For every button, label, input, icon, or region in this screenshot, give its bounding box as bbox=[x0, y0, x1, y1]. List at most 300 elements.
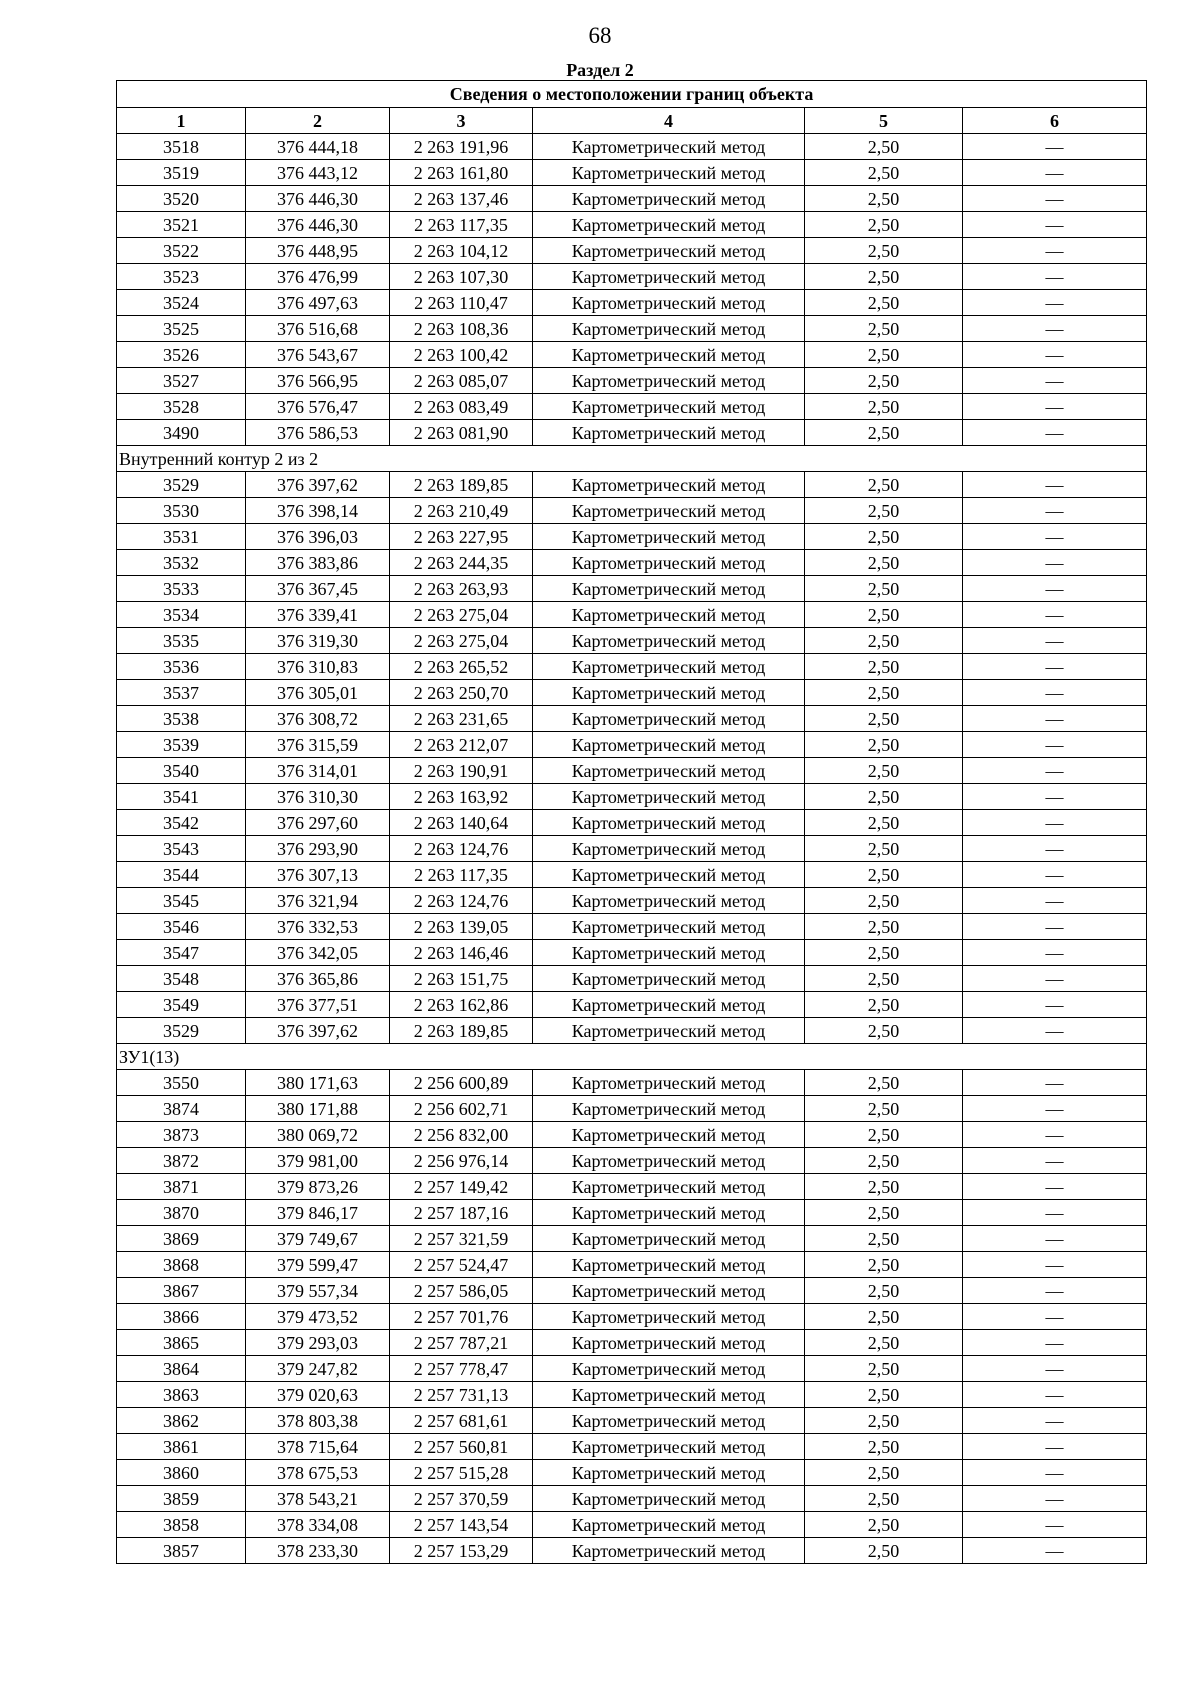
table-cell: 3870 bbox=[117, 1200, 246, 1226]
table-cell: 378 334,08 bbox=[246, 1512, 390, 1538]
table-cell: Картометрический метод bbox=[533, 264, 805, 290]
table-cell: 2 256 976,14 bbox=[390, 1148, 533, 1174]
table-cell: — bbox=[963, 654, 1147, 680]
table-cell: 2,50 bbox=[805, 888, 963, 914]
table-cell: 3869 bbox=[117, 1226, 246, 1252]
table-cell: Картометрический метод bbox=[533, 524, 805, 550]
table-cell: 2 263 081,90 bbox=[390, 420, 533, 446]
table-row bbox=[117, 862, 1147, 888]
table-title: Сведения о местоположении границ объекта bbox=[117, 81, 1147, 108]
table-row bbox=[117, 1304, 1147, 1330]
table-row bbox=[117, 498, 1147, 524]
table-cell: 376 342,05 bbox=[246, 940, 390, 966]
boundary-coordinates-table bbox=[116, 80, 1147, 1564]
table-cell: 2 257 370,59 bbox=[390, 1486, 533, 1512]
table-cell: 376 497,63 bbox=[246, 290, 390, 316]
table-cell: 376 444,18 bbox=[246, 134, 390, 160]
table-cell: Картометрический метод bbox=[533, 238, 805, 264]
table-cell: 3546 bbox=[117, 914, 246, 940]
table-cell: 379 020,63 bbox=[246, 1382, 390, 1408]
table-row bbox=[117, 992, 1147, 1018]
table-cell: 3865 bbox=[117, 1330, 246, 1356]
table-cell: 2 263 110,47 bbox=[390, 290, 533, 316]
table-cell: 376 476,99 bbox=[246, 264, 390, 290]
table-row bbox=[117, 732, 1147, 758]
table-cell: Картометрический метод bbox=[533, 186, 805, 212]
table-cell: 376 377,51 bbox=[246, 992, 390, 1018]
table-cell: Картометрический метод bbox=[533, 862, 805, 888]
table-cell: 2,50 bbox=[805, 368, 963, 394]
table-cell: 2 263 100,42 bbox=[390, 342, 533, 368]
table-row bbox=[117, 524, 1147, 550]
table-cell: 2 263 161,80 bbox=[390, 160, 533, 186]
table-cell: 2 263 275,04 bbox=[390, 602, 533, 628]
table-cell: 2 263 139,05 bbox=[390, 914, 533, 940]
table-cell: Картометрический метод bbox=[533, 1460, 805, 1486]
table-cell: 3537 bbox=[117, 680, 246, 706]
table-cell: Картометрический метод bbox=[533, 1018, 805, 1044]
table-cell: 3864 bbox=[117, 1356, 246, 1382]
table-cell: 3541 bbox=[117, 784, 246, 810]
table-cell: 2,50 bbox=[805, 1278, 963, 1304]
table-cell: 376 297,60 bbox=[246, 810, 390, 836]
table-cell: — bbox=[963, 1122, 1147, 1148]
table-cell: Картометрический метод bbox=[533, 1200, 805, 1226]
table-cell: — bbox=[963, 316, 1147, 342]
table-cell: 376 397,62 bbox=[246, 472, 390, 498]
table-cell: 2,50 bbox=[805, 810, 963, 836]
table-cell: — bbox=[963, 576, 1147, 602]
table-cell: 2 263 108,36 bbox=[390, 316, 533, 342]
table-row bbox=[117, 472, 1147, 498]
table-cell: 3863 bbox=[117, 1382, 246, 1408]
table-cell: 3867 bbox=[117, 1278, 246, 1304]
table-cell: — bbox=[963, 1512, 1147, 1538]
table-cell: 3540 bbox=[117, 758, 246, 784]
table-cell: 3539 bbox=[117, 732, 246, 758]
table-cell: Картометрический метод bbox=[533, 550, 805, 576]
table-header bbox=[117, 81, 1147, 134]
table-cell: 379 846,17 bbox=[246, 1200, 390, 1226]
table-row bbox=[117, 316, 1147, 342]
table-cell: 2 257 143,54 bbox=[390, 1512, 533, 1538]
table-cell: 2,50 bbox=[805, 472, 963, 498]
table-body bbox=[117, 134, 1147, 1564]
table-cell: — bbox=[963, 680, 1147, 706]
table-cell: 2,50 bbox=[805, 602, 963, 628]
table-row bbox=[117, 342, 1147, 368]
table-cell: 2,50 bbox=[805, 550, 963, 576]
table-cell: 3535 bbox=[117, 628, 246, 654]
table-row bbox=[117, 810, 1147, 836]
table-cell: — bbox=[963, 1070, 1147, 1096]
table-cell: Картометрический метод bbox=[533, 1252, 805, 1278]
table-row bbox=[117, 212, 1147, 238]
table-cell: 2,50 bbox=[805, 1382, 963, 1408]
table-cell: 2,50 bbox=[805, 524, 963, 550]
table-cell: — bbox=[963, 1356, 1147, 1382]
table-cell: 3545 bbox=[117, 888, 246, 914]
table-cell: Картометрический метод bbox=[533, 888, 805, 914]
table-cell: 3858 bbox=[117, 1512, 246, 1538]
table-cell: 3529 bbox=[117, 1018, 246, 1044]
table-cell: — bbox=[963, 1382, 1147, 1408]
table-cell: 3857 bbox=[117, 1538, 246, 1564]
table-cell: 3528 bbox=[117, 394, 246, 420]
table-cell: 2 263 190,91 bbox=[390, 758, 533, 784]
table-cell: 3530 bbox=[117, 498, 246, 524]
table-cell: — bbox=[963, 836, 1147, 862]
table-row bbox=[117, 602, 1147, 628]
table-cell: 3543 bbox=[117, 836, 246, 862]
table-row bbox=[117, 758, 1147, 784]
table-row bbox=[117, 576, 1147, 602]
table-cell: 3548 bbox=[117, 966, 246, 992]
table-cell: 2,50 bbox=[805, 1512, 963, 1538]
table-cell: 376 315,59 bbox=[246, 732, 390, 758]
table-cell: Картометрический метод bbox=[533, 1382, 805, 1408]
table-cell: 2,50 bbox=[805, 576, 963, 602]
table-cell: 376 586,53 bbox=[246, 420, 390, 446]
table-cell: 376 314,01 bbox=[246, 758, 390, 784]
table-cell: Картометрический метод bbox=[533, 472, 805, 498]
table-row bbox=[117, 914, 1147, 940]
table-cell: 2,50 bbox=[805, 1356, 963, 1382]
table-cell: 379 293,03 bbox=[246, 1330, 390, 1356]
table-cell: — bbox=[963, 1538, 1147, 1564]
table-cell: — bbox=[963, 628, 1147, 654]
table-cell: 2,50 bbox=[805, 862, 963, 888]
table-cell: — bbox=[963, 1148, 1147, 1174]
table-cell: 376 446,30 bbox=[246, 212, 390, 238]
table-cell: 376 293,90 bbox=[246, 836, 390, 862]
table-row bbox=[117, 1330, 1147, 1356]
table-row bbox=[117, 680, 1147, 706]
table-cell: 376 310,30 bbox=[246, 784, 390, 810]
table-cell: 2,50 bbox=[805, 732, 963, 758]
table-cell: Картометрический метод bbox=[533, 498, 805, 524]
table-cell: 2 263 146,46 bbox=[390, 940, 533, 966]
table-cell: 2 257 560,81 bbox=[390, 1434, 533, 1460]
column-header: 1 bbox=[117, 108, 246, 134]
table-cell: 2,50 bbox=[805, 1200, 963, 1226]
table-cell: — bbox=[963, 914, 1147, 940]
table-cell: 2,50 bbox=[805, 680, 963, 706]
table-cell: 380 171,63 bbox=[246, 1070, 390, 1096]
table-cell: — bbox=[963, 992, 1147, 1018]
table-cell: Картометрический метод bbox=[533, 1174, 805, 1200]
table-cell: 2,50 bbox=[805, 160, 963, 186]
table-cell: 378 715,64 bbox=[246, 1434, 390, 1460]
table-row bbox=[117, 966, 1147, 992]
table-cell: 378 803,38 bbox=[246, 1408, 390, 1434]
table-cell: 2,50 bbox=[805, 966, 963, 992]
table-cell: — bbox=[963, 1408, 1147, 1434]
table-cell: 2,50 bbox=[805, 238, 963, 264]
table-row bbox=[117, 628, 1147, 654]
table-cell: — bbox=[963, 732, 1147, 758]
table-cell: 2,50 bbox=[805, 1148, 963, 1174]
table-cell: 2 263 151,75 bbox=[390, 966, 533, 992]
table-cell: 2,50 bbox=[805, 290, 963, 316]
table-row bbox=[117, 1538, 1147, 1564]
table-row bbox=[117, 1096, 1147, 1122]
table-cell: — bbox=[963, 238, 1147, 264]
table-cell: 376 543,67 bbox=[246, 342, 390, 368]
table-row bbox=[117, 1512, 1147, 1538]
table-cell: — bbox=[963, 1200, 1147, 1226]
table-row bbox=[117, 1382, 1147, 1408]
group-label: ЗУ1(13) bbox=[117, 1044, 1147, 1070]
table-cell: Картометрический метод bbox=[533, 1538, 805, 1564]
table-cell: Картометрический метод bbox=[533, 1486, 805, 1512]
table-cell: 2 257 153,29 bbox=[390, 1538, 533, 1564]
table-row bbox=[117, 160, 1147, 186]
table-row bbox=[117, 1070, 1147, 1096]
table-cell: 376 448,95 bbox=[246, 238, 390, 264]
table-cell: — bbox=[963, 498, 1147, 524]
table-cell: 2,50 bbox=[805, 212, 963, 238]
table-cell: 3536 bbox=[117, 654, 246, 680]
table-cell: — bbox=[963, 550, 1147, 576]
table-cell: 379 473,52 bbox=[246, 1304, 390, 1330]
table-cell: 2,50 bbox=[805, 186, 963, 212]
table-cell: — bbox=[963, 186, 1147, 212]
table-cell: 2 263 263,93 bbox=[390, 576, 533, 602]
table-cell: 2 263 189,85 bbox=[390, 472, 533, 498]
table-cell: 3523 bbox=[117, 264, 246, 290]
table-cell: Картометрический метод bbox=[533, 966, 805, 992]
table-cell: 2 263 210,49 bbox=[390, 498, 533, 524]
table-cell: — bbox=[963, 940, 1147, 966]
table-cell: 379 557,34 bbox=[246, 1278, 390, 1304]
table-cell: — bbox=[963, 368, 1147, 394]
table-cell: 3547 bbox=[117, 940, 246, 966]
table-cell: 2,50 bbox=[805, 1018, 963, 1044]
table-cell: 2,50 bbox=[805, 914, 963, 940]
table-row bbox=[117, 1226, 1147, 1252]
table-cell: — bbox=[963, 784, 1147, 810]
table-title-row bbox=[117, 81, 1147, 108]
table-cell: Картометрический метод bbox=[533, 706, 805, 732]
table-cell: Картометрический метод bbox=[533, 160, 805, 186]
table-cell: Картометрический метод bbox=[533, 1512, 805, 1538]
table-cell: 2,50 bbox=[805, 1304, 963, 1330]
table-cell: 3549 bbox=[117, 992, 246, 1018]
table-cell: 2,50 bbox=[805, 628, 963, 654]
table-cell: 376 398,14 bbox=[246, 498, 390, 524]
table-row bbox=[117, 1408, 1147, 1434]
table-cell: Картометрический метод bbox=[533, 1148, 805, 1174]
table-cell: 2 257 787,21 bbox=[390, 1330, 533, 1356]
table-cell: 2,50 bbox=[805, 1434, 963, 1460]
table-cell: 2,50 bbox=[805, 1122, 963, 1148]
table-cell: 379 247,82 bbox=[246, 1356, 390, 1382]
table-cell: 376 308,72 bbox=[246, 706, 390, 732]
table-cell: 3532 bbox=[117, 550, 246, 576]
table-cell: 3521 bbox=[117, 212, 246, 238]
table-row bbox=[117, 1200, 1147, 1226]
table-cell: 376 443,12 bbox=[246, 160, 390, 186]
table-cell: 2,50 bbox=[805, 836, 963, 862]
table-cell: 3859 bbox=[117, 1486, 246, 1512]
table-cell: 376 305,01 bbox=[246, 680, 390, 706]
table-cell: — bbox=[963, 1252, 1147, 1278]
table-cell: 376 516,68 bbox=[246, 316, 390, 342]
table-row bbox=[117, 264, 1147, 290]
table-row bbox=[117, 1434, 1147, 1460]
table-cell: 2 263 140,64 bbox=[390, 810, 533, 836]
table-cell: — bbox=[963, 524, 1147, 550]
table-cell: Картометрический метод bbox=[533, 394, 805, 420]
table-cell: 2,50 bbox=[805, 1252, 963, 1278]
table-row bbox=[117, 1356, 1147, 1382]
table-cell: 2 257 681,61 bbox=[390, 1408, 533, 1434]
table-cell: 2,50 bbox=[805, 394, 963, 420]
table-cell: Картометрический метод bbox=[533, 810, 805, 836]
table-cell: Картометрический метод bbox=[533, 654, 805, 680]
table-cell: 380 069,72 bbox=[246, 1122, 390, 1148]
table-cell: — bbox=[963, 1460, 1147, 1486]
table-cell: 3525 bbox=[117, 316, 246, 342]
table-cell: 376 365,86 bbox=[246, 966, 390, 992]
table-cell: 2,50 bbox=[805, 706, 963, 732]
table-cell: Картометрический метод bbox=[533, 212, 805, 238]
table-cell: 2,50 bbox=[805, 654, 963, 680]
table-cell: 2 257 778,47 bbox=[390, 1356, 533, 1382]
table-cell: 2 256 600,89 bbox=[390, 1070, 533, 1096]
table-cell: 3522 bbox=[117, 238, 246, 264]
table-cell: — bbox=[963, 394, 1147, 420]
column-header: 5 bbox=[805, 108, 963, 134]
table-row bbox=[117, 394, 1147, 420]
table-cell: Картометрический метод bbox=[533, 1122, 805, 1148]
table-cell: 3861 bbox=[117, 1434, 246, 1460]
table-cell: — bbox=[963, 862, 1147, 888]
table-cell: 376 332,53 bbox=[246, 914, 390, 940]
table-cell: Картометрический метод bbox=[533, 914, 805, 940]
table-cell: 376 310,83 bbox=[246, 654, 390, 680]
table-row bbox=[117, 1122, 1147, 1148]
table-cell: 3520 bbox=[117, 186, 246, 212]
table-cell: 3518 bbox=[117, 134, 246, 160]
table-cell: 2,50 bbox=[805, 1486, 963, 1512]
table-cell: — bbox=[963, 706, 1147, 732]
table-cell: Картометрический метод bbox=[533, 1330, 805, 1356]
table-cell: 376 397,62 bbox=[246, 1018, 390, 1044]
table-row bbox=[117, 654, 1147, 680]
table-cell: 2,50 bbox=[805, 498, 963, 524]
table-cell: 3871 bbox=[117, 1174, 246, 1200]
table-cell: 3866 bbox=[117, 1304, 246, 1330]
table-cell: — bbox=[963, 1226, 1147, 1252]
table-cell: Картометрический метод bbox=[533, 992, 805, 1018]
table-cell: 379 599,47 bbox=[246, 1252, 390, 1278]
table-cell: 378 233,30 bbox=[246, 1538, 390, 1564]
table-cell: 379 873,26 bbox=[246, 1174, 390, 1200]
table-cell: Картометрический метод bbox=[533, 342, 805, 368]
table-cell: Картометрический метод bbox=[533, 602, 805, 628]
table-row bbox=[117, 1278, 1147, 1304]
table-cell: 2 257 321,59 bbox=[390, 1226, 533, 1252]
table-cell: 3542 bbox=[117, 810, 246, 836]
table-cell: 3862 bbox=[117, 1408, 246, 1434]
table-cell: 376 446,30 bbox=[246, 186, 390, 212]
table-cell: Картометрический метод bbox=[533, 316, 805, 342]
table-cell: — bbox=[963, 602, 1147, 628]
table-row bbox=[117, 940, 1147, 966]
table-row bbox=[117, 1460, 1147, 1486]
table-cell: 2 263 212,07 bbox=[390, 732, 533, 758]
table-row bbox=[117, 238, 1147, 264]
page-number: 68 bbox=[588, 23, 612, 48]
table-cell: — bbox=[963, 342, 1147, 368]
table-row bbox=[117, 420, 1147, 446]
table-cell: Картометрический метод bbox=[533, 1096, 805, 1122]
table-cell: 2,50 bbox=[805, 758, 963, 784]
column-header: 4 bbox=[533, 108, 805, 134]
table-row bbox=[117, 836, 1147, 862]
column-header: 2 bbox=[246, 108, 390, 134]
table-cell: 3868 bbox=[117, 1252, 246, 1278]
table-row bbox=[117, 784, 1147, 810]
column-header: 3 bbox=[390, 108, 533, 134]
table-row bbox=[117, 1252, 1147, 1278]
table-cell: — bbox=[963, 420, 1147, 446]
table-cell: Картометрический метод bbox=[533, 784, 805, 810]
table-cell: 376 307,13 bbox=[246, 862, 390, 888]
table-cell: 2 263 085,07 bbox=[390, 368, 533, 394]
table-cell: Картометрический метод bbox=[533, 420, 805, 446]
section-title: Раздел 2 bbox=[566, 60, 634, 80]
table-cell: 2 263 163,92 bbox=[390, 784, 533, 810]
table-cell: 2 263 107,30 bbox=[390, 264, 533, 290]
table-row bbox=[117, 888, 1147, 914]
table-row bbox=[117, 1148, 1147, 1174]
table-row bbox=[117, 134, 1147, 160]
table-cell: Картометрический метод bbox=[533, 628, 805, 654]
table-row bbox=[117, 1174, 1147, 1200]
table-cell: Картометрический метод bbox=[533, 836, 805, 862]
table-cell: 2 263 227,95 bbox=[390, 524, 533, 550]
table-cell: 2 263 104,12 bbox=[390, 238, 533, 264]
table-cell: 376 383,86 bbox=[246, 550, 390, 576]
table-cell: 2 263 250,70 bbox=[390, 680, 533, 706]
table-cell: — bbox=[963, 810, 1147, 836]
table-cell: 3524 bbox=[117, 290, 246, 316]
table-cell: 2 263 117,35 bbox=[390, 862, 533, 888]
table-cell: 3526 bbox=[117, 342, 246, 368]
table-cell: 2,50 bbox=[805, 1538, 963, 1564]
table-cell: 3874 bbox=[117, 1096, 246, 1122]
table-cell: — bbox=[963, 472, 1147, 498]
table-cell: 376 319,30 bbox=[246, 628, 390, 654]
table-cell: — bbox=[963, 1096, 1147, 1122]
table-row bbox=[117, 1486, 1147, 1512]
table-cell: 3872 bbox=[117, 1148, 246, 1174]
table-cell: 2 263 162,86 bbox=[390, 992, 533, 1018]
table-cell: 3544 bbox=[117, 862, 246, 888]
table-row bbox=[117, 550, 1147, 576]
table-cell: 2,50 bbox=[805, 940, 963, 966]
table-row bbox=[117, 290, 1147, 316]
table-cell: 2 257 187,16 bbox=[390, 1200, 533, 1226]
table-cell: Картометрический метод bbox=[533, 1356, 805, 1382]
table-cell: — bbox=[963, 212, 1147, 238]
table-cell: 2,50 bbox=[805, 1070, 963, 1096]
table-cell: 2,50 bbox=[805, 264, 963, 290]
column-header-row bbox=[117, 108, 1147, 134]
